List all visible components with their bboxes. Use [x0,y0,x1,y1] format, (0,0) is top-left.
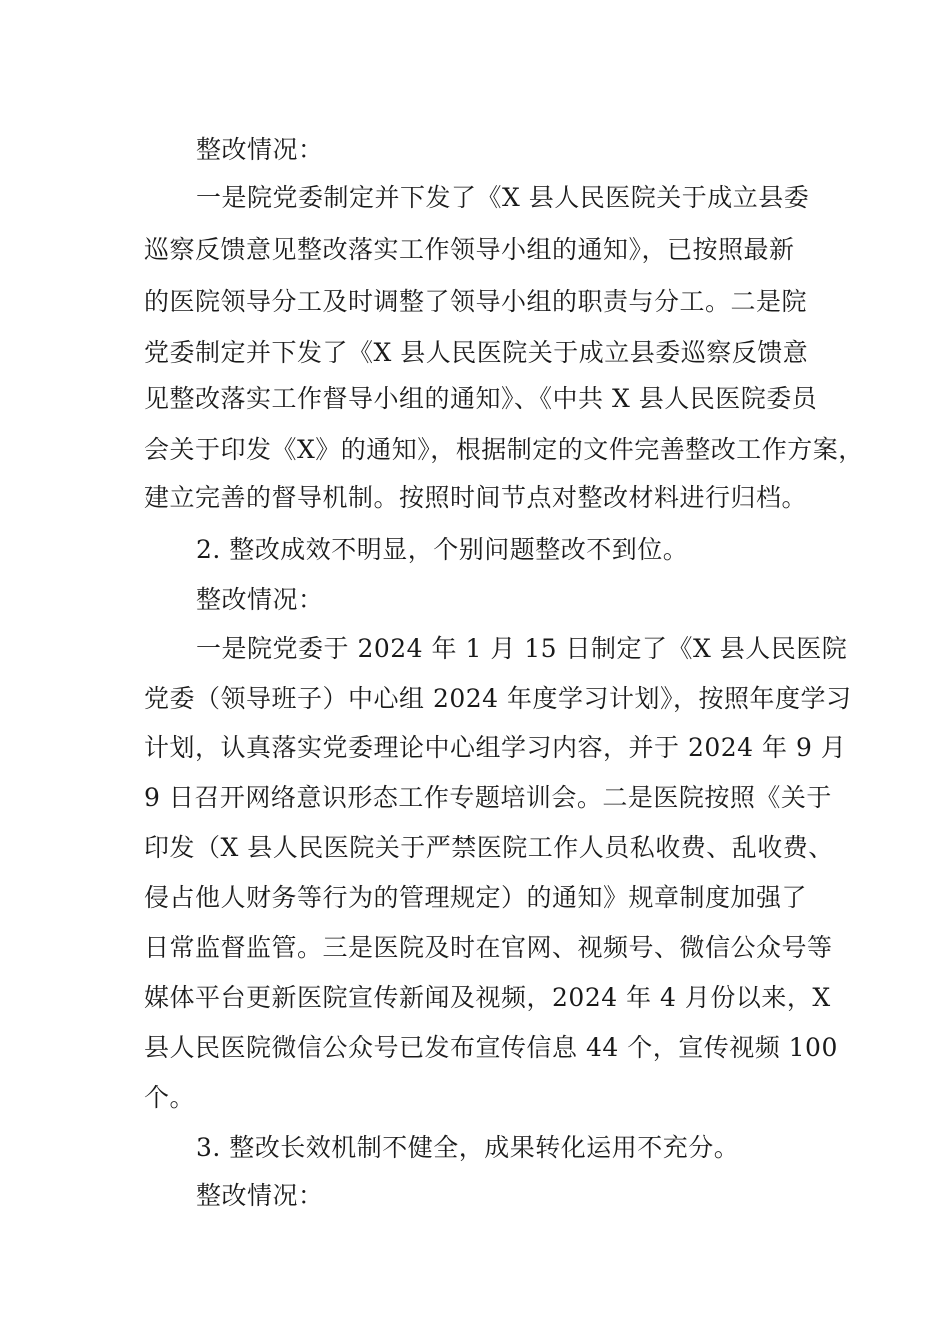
paragraph-line: 个。 [144,1083,196,1112]
paragraph-line: 见整改落实工作督导小组的通知》、《中共 X 县人民医院委员 [144,384,818,413]
paragraph-line: 县人民医院微信公众号已发布宣传信息 44 个，宣传视频 100 [144,1033,838,1062]
paragraph-line: 一是院党委制定并下发了《X 县人民医院关于成立县委 [196,183,810,212]
paragraph-line: 日常监督监管。三是医院及时在官网、视频号、微信公众号等 [144,933,833,962]
section-heading: 3. 整改长效机制不健全，成果转化运用不充分。 [196,1133,740,1162]
paragraph-line: 巡察反馈意见整改落实工作领导小组的通知》，已按照最新 [144,235,795,264]
paragraph-line: 党委（领导班子）中心组 2024 年度学习计划》，按照年度学习 [144,684,852,713]
paragraph-heading: 整改情况： [196,1181,324,1210]
paragraph-line: 的医院领导分工及时调整了领导小组的职责与分工。二是院 [144,287,808,316]
paragraph-line: 党委制定并下发了《X 县人民医院关于成立县委巡察反馈意 [144,338,809,367]
paragraph-heading: 整改情况： [196,135,324,164]
paragraph-line: 印发（X 县人民医院关于严禁医院工作人员私收费、乱收费、 [144,833,834,862]
paragraph-line: 一是院党委于 2024 年 1 月 15 日制定了《X 县人民医院 [196,634,848,663]
paragraph-line: 9 日召开网络意识形态工作专题培训会。二是医院按照《关于 [144,783,832,812]
paragraph-line: 计划，认真落实党委理论中心组学习内容，并于 2024 年 9 月 [144,733,847,762]
paragraph-line: 会关于印发《X》的通知》，根据制定的文件完善整改工作方案， [144,435,864,464]
paragraph-heading: 整改情况： [196,585,324,614]
section-heading: 2. 整改成效不明显，个别问题整改不到位。 [196,535,689,564]
paragraph-line: 建立完善的督导机制。按照时间节点对整改材料进行归档。 [144,483,808,512]
paragraph-line: 侵占他人财务等行为的管理规定）的通知》规章制度加强了 [144,883,808,912]
paragraph-line: 媒体平台更新医院宣传新闻及视频，2024 年 4 月份以来，X [144,983,831,1012]
